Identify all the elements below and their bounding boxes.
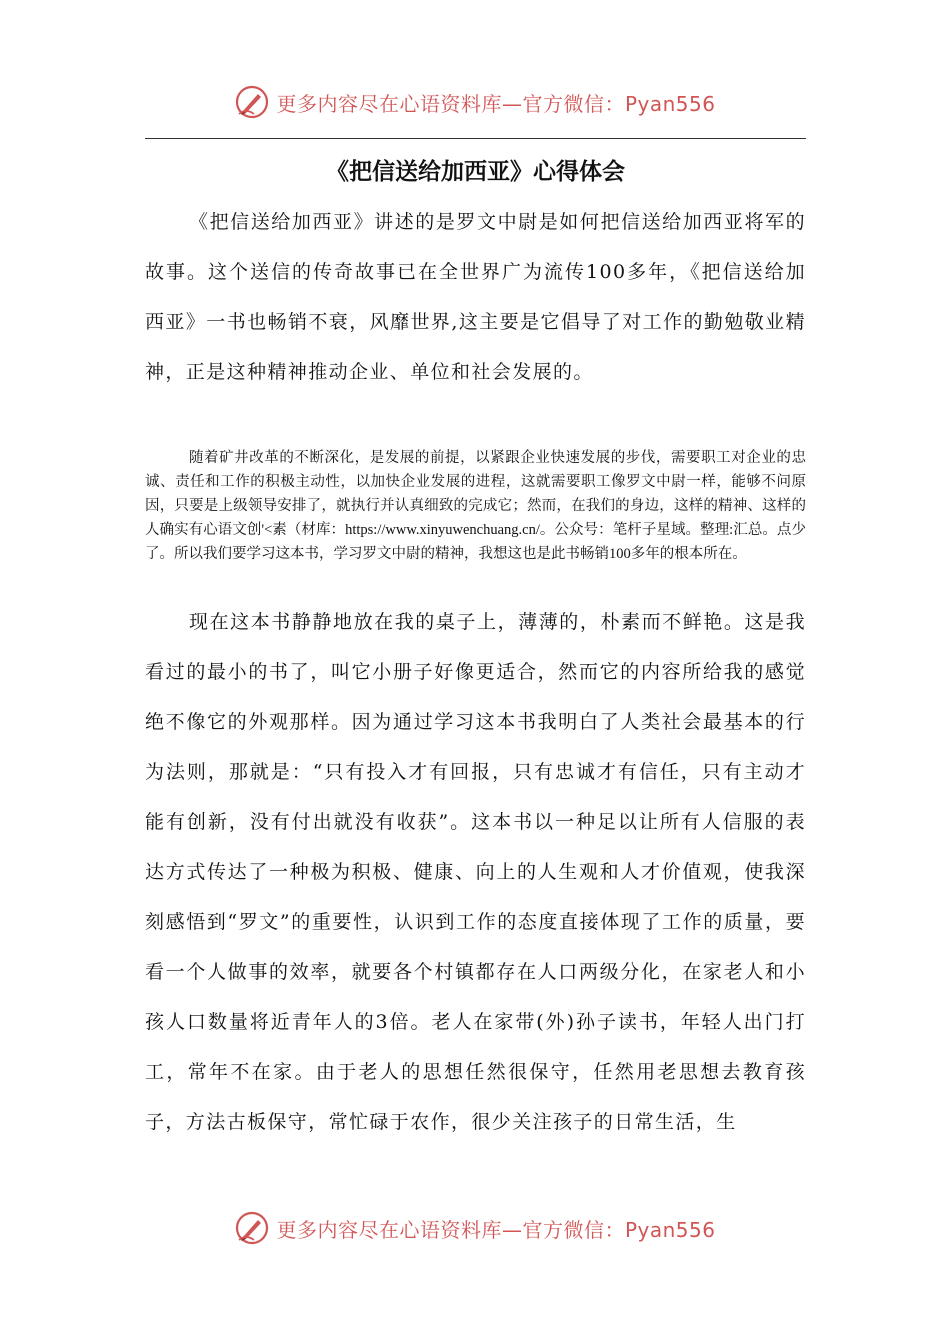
pen-circle-icon [234,1210,270,1246]
footer-banner-text: 更多内容尽在心语资料库—官方微信：Pyan556 [276,1217,716,1242]
footer-banner [0,1208,950,1248]
body-paragraph-2: 随着矿井改革的不断深化，是发展的前提，以紧跟企业快速发展的步伐，需要职工对企业的忠诚、责任和工作的积极主动性，以加快企业发展的进程，这就需要职工像罗文中尉一样，能够不问原因，只要是上级领导安排了，就执行并认真细致的完成它；然而，在我们的身边，这样的精神、这样的人确实有心语文创'<素（材库：https://www.xinyuwenchuang.cn/。公众号：笔杆子星域。整理:汇总。点少了。所以我们要学习这本书，学习罗文中尉的精神，我想这也是此书畅销100多年的根本所在。 [145,450,806,562]
header-banner [0,82,950,122]
body-paragraph-3: 现在这本书静静地放在我的桌子上，薄薄的，朴素而不鲜艳。这是我看过的最小的书了，叫它小册子好像更适合，然而它的内容所给我的感觉绝不像它的外观那样。因为通过学习这本书我明白了人类社会最基本的行为法则，那就是：“只有投入才有回报，只有忠诚才有信任，只有主动才能有创新，没有付出就没有收获”。这本书以一种足以让所有人信服的表达方式传达了一种极为积极、健康、向上的人生观和人才价值观，使我深刻感悟到“罗文”的重要性，认识到工作的态度直接体现了工作的质量，要看一个人做事的效率，就要各个村镇都存在人口两级分化，在家老人和小孩人口数量将近青年人的3倍。老人在家带(外)孙子读书，年轻人出门打工，常年不在家。由于老人的思想任然很保守，任然用老思想去教育孩子，方法古板保守，常忙碌于农作，很少关注孩子的日常生活，生 [145,611,806,1133]
header-banner-text: 更多内容尽在心语资料库—官方微信：Pyan556 [276,91,716,116]
page-title: 《把信送给加西亚》心得体会 [326,159,625,185]
header-divider [145,138,806,139]
pen-circle-icon [234,84,270,120]
body-paragraph-1: 《把信送给加西亚》讲述的是罗文中尉是如何把信送给加西亚将军的故事。这个送信的传奇故事已在全世界广为流传100多年，《把信送给加西亚》一书也畅销不衰，风靡世界,这主要是它倡导了对工作的勤勉敬业精神，正是这种精神推动企业、单位和社会发展的。 [145,211,806,383]
